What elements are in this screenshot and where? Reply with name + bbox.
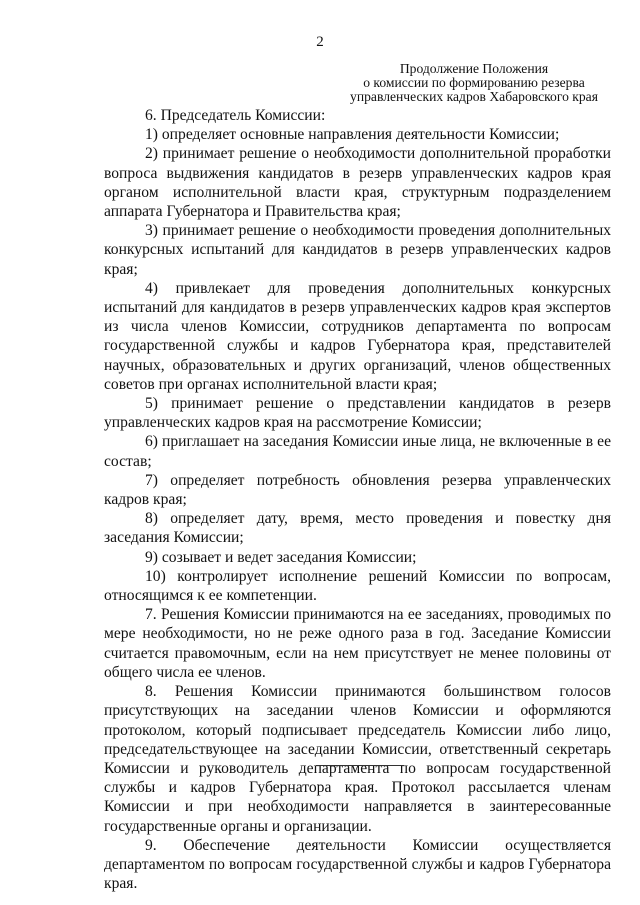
- document-header: [344, 62, 604, 104]
- header-line: о комиссии по формированию резерва: [363, 75, 585, 90]
- paragraph-7-meetings: 7. Решения Комиссии принимаются на ее заседаниях, проводимых по мере необходимости, но не реже одного раза в год. Заседание Комиссии считается правомочным, если на нем присутствует не менее половины от общего числа ее членов.: [104, 606, 611, 681]
- page-number: 2: [316, 34, 324, 50]
- paragraph-9-support: 9. Обеспечение деятельности Комиссии осуществляется департаментом по вопросам государственной службы и кадров Губернатора края.: [104, 836, 611, 893]
- list-item-10: 10) контролирует исполнение решений Комиссии по вопросам, относящимся к ее компетенции.: [104, 567, 611, 605]
- list-item-3: 3) принимает решение о необходимости проведения дополнительных конкурсных испытаний для кандидатов в резерв управленческих кадров края;: [104, 222, 611, 278]
- list-item-1: 1) определяет основные направления деятельности Комиссии;: [145, 126, 560, 144]
- header-line: управленческих кадров Хабаровского края: [350, 89, 598, 104]
- list-item-7: 7) определяет потребность обновления резерва управленческих кадров края;: [104, 471, 611, 509]
- list-item-5: 5) принимает решение о представлении кандидатов в резерв управленческих кадров края на рассмотрение Комиссии;: [104, 395, 611, 432]
- list-item-4: 4) привлекает для проведения дополнительных конкурсных испытаний для кандидатов в резерв управленческих кадров края экспертов из числа членов Комиссии, сотрудников департамента по вопросам государственной службы и кадров Губернатора края, представителей научных, образовательных и других организаций, членов общественных советов при органах исполнительной власти края;: [104, 279, 611, 393]
- list-item-8: 8) определяет дату, время, место проведения и повестку дня заседания Комиссии;: [104, 510, 611, 547]
- paragraph-6-chairman: 6. Председатель Комиссии:: [145, 107, 326, 124]
- paragraph-8-decisions: 8. Решения Комиссии принимаются большинством голосов присутствующих на заседании членов Комиссии и оформляются протоколом, который подписывает председатель Комиссии либо лицо, председательствующее на заседании Комиссии, ответственный секретарь Комиссии и руководитель департамента по вопросам государственной службы и кадров Губернатора края. Протокол рассылается членам Комиссии и при необходимости направляется в заинтересованные государственные органы и организации.: [104, 683, 611, 835]
- closing-divider: [316, 765, 404, 766]
- header-line: Продолжение Положения: [399, 61, 549, 76]
- list-item-2: 2) принимает решение о необходимости дополнительной проработки вопроса выдвижения кандидатов в резерв управленческих кадров края органом исполнительной власти края, структурным подразделением аппарата Губернатора и Правительства края;: [104, 145, 611, 221]
- list-item-9: 9) созывает и ведет заседания Комиссии;: [145, 548, 417, 566]
- list-item-6: 6) приглашает на заседания Комиссии иные лица, не включенные в ее состав;: [104, 433, 611, 470]
- document-body: [104, 106, 611, 893]
